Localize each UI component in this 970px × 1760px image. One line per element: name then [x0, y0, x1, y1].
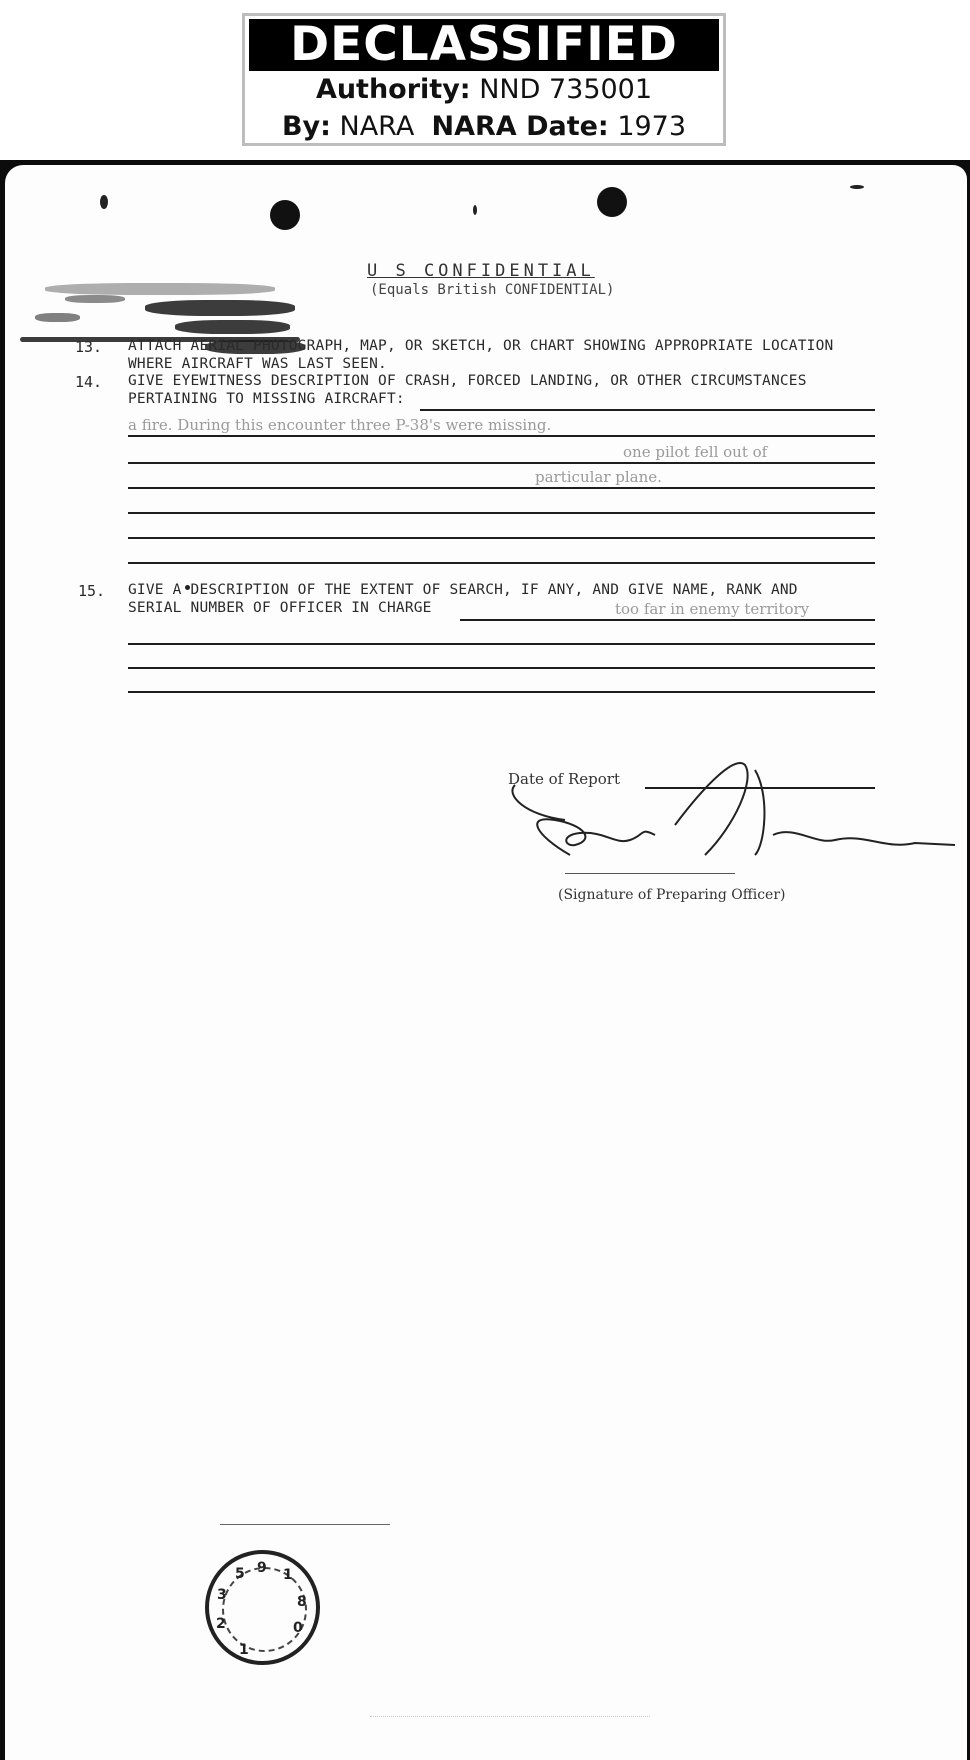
answer-line: [128, 462, 875, 464]
smudged-stamp: [45, 283, 275, 295]
item-15-answer1: too far in enemy territory: [615, 600, 810, 618]
classification-header: U S CONFIDENTIAL: [367, 261, 595, 281]
stamp-title: DECLASSIFIED: [249, 19, 719, 71]
stamp-by-value: NARA: [339, 111, 415, 142]
answer-line: [420, 409, 875, 411]
faint-bottom-stamp: [370, 1690, 650, 1717]
scanned-document: [0, 160, 970, 1760]
date-of-report-label: Date of Report: [508, 770, 620, 788]
answer-line: [460, 619, 875, 621]
speck: [473, 205, 477, 215]
stamp-authority-label: Authority:: [315, 74, 471, 105]
declassified-stamp: [242, 13, 726, 146]
item-14-answer2: one pilot fell out of: [623, 443, 768, 461]
speck: [100, 195, 108, 209]
smudged-stamp: [175, 320, 290, 334]
stamp-by: [245, 108, 723, 145]
punch-hole-left: [270, 200, 300, 230]
item-14-line2: PERTAINING TO MISSING AIRCRAFT:: [128, 391, 405, 407]
item-14-answer3: particular plane.: [535, 468, 662, 486]
item-13-line1: ATTACH AERIAL PHOTOGRAPH, MAP, OR SKETCH, OR CHART SHOWING APPROPRIATE LOCATION: [128, 338, 834, 354]
answer-line: [128, 512, 875, 514]
upside-down-stamp-text: [220, 1510, 390, 1525]
stamp-date-value: 1973: [617, 111, 687, 142]
smudged-stamp: [65, 295, 125, 303]
stamp-authority: [245, 71, 723, 108]
paper-sheet: [5, 165, 967, 1760]
smudged-stamp: [35, 313, 80, 322]
answer-line: [128, 537, 875, 539]
item-13-line2: WHERE AIRCRAFT WAS LAST SEEN.: [128, 356, 387, 372]
signature-name-typed: [565, 863, 735, 874]
answer-line: [128, 562, 875, 564]
answer-line: [128, 691, 875, 693]
item-14-number: 14.: [75, 373, 103, 391]
smudged-stamp: [145, 300, 295, 316]
item-14-line1: GIVE EYEWITNESS DESCRIPTION OF CRASH, FORCED LANDING, OR OTHER CIRCUMSTANCES: [128, 373, 807, 389]
answer-line: [128, 487, 875, 489]
item-15-line2: SERIAL NUMBER OF OFFICER IN CHARGE: [128, 600, 432, 616]
punch-hole-right: [597, 187, 627, 217]
signature-caption: (Signature of Preparing Officer): [558, 887, 786, 903]
classification-equals: (Equals British CONFIDENTIAL): [370, 282, 615, 298]
stamp-authority-value: NND 735001: [479, 74, 653, 105]
item-15-number: 15.: [78, 582, 106, 600]
stamp-by-label: By:: [281, 111, 331, 142]
date-dial-stamp: 9 1 8 0 1 2 3 5: [205, 1550, 320, 1665]
answer-line: [128, 435, 875, 437]
item-13-number: 13.: [75, 338, 103, 356]
stamp-date-label: NARA Date:: [431, 111, 609, 142]
item-15-line1: GIVE A DESCRIPTION OF THE EXTENT OF SEARCH, IF ANY, AND GIVE NAME, RANK AND: [128, 582, 798, 598]
item-14-answer1: a fire. During this encounter three P-38's were missing.: [128, 416, 552, 434]
speck: [850, 185, 864, 189]
answer-line: [128, 643, 875, 645]
answer-line: [128, 667, 875, 669]
